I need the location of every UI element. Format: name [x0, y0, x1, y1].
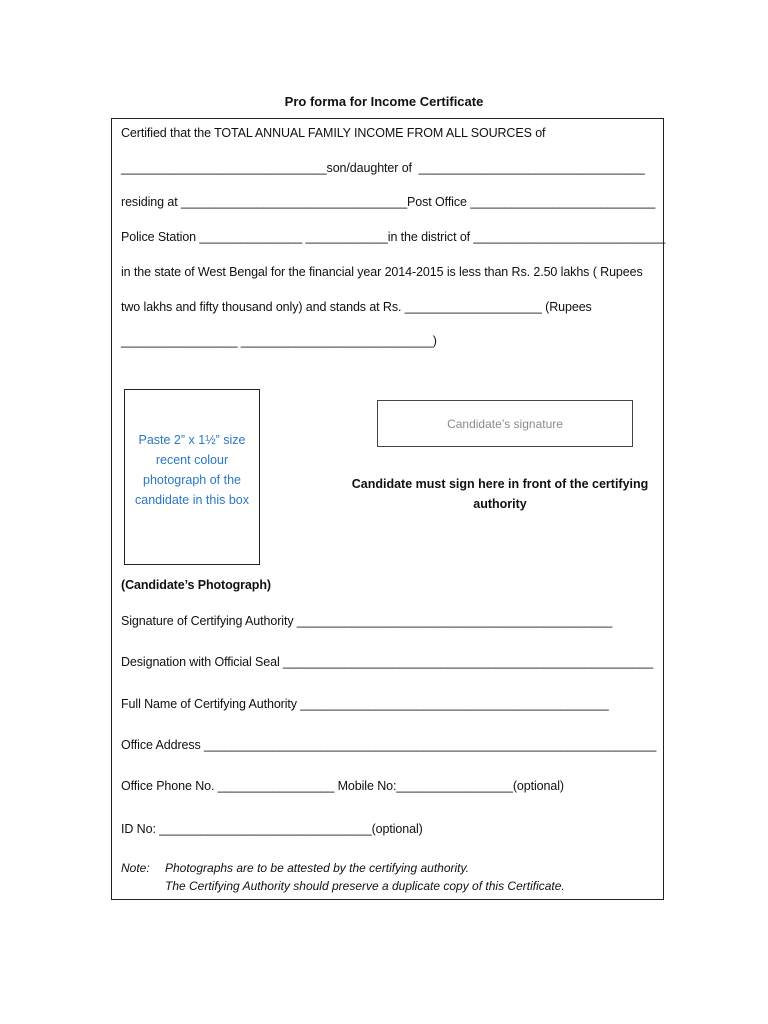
phone-field: Office Phone No. _________________ Mobile No:_________________(optional)	[121, 779, 564, 793]
certifying-signature-field: Signature of Certifying Authority ______________________________________________	[121, 614, 613, 628]
photograph-instruction: Paste 2” x 1½” size recent colour photograph of the candidate in this box	[135, 433, 249, 507]
note-line-1: Photographs are to be attested by the certifying authority.	[165, 861, 469, 875]
certificate-line-2: ______________________________son/daughter of _________________________________	[121, 161, 645, 175]
certificate-line-6: two lakhs and fifty thousand only) and stands at Rs. ____________________ (Rupees	[121, 300, 592, 314]
certificate-line-5: in the state of West Bengal for the financial year 2014-2015 is less than Rs. 2.50 lakhs ( Rupees	[121, 265, 643, 279]
photograph-caption: (Candidate’s Photograph)	[121, 578, 271, 592]
candidate-signature-box	[377, 400, 633, 447]
signature-instruction: Candidate must sign here in front of the certifying authority	[351, 477, 649, 511]
certificate-line-1: Certified that the TOTAL ANNUAL FAMILY INCOME FROM ALL SOURCES of	[121, 126, 546, 140]
note-line-2: The Certifying Authority should preserve a duplicate copy of this Certificate.	[165, 879, 565, 893]
office-address-field: Office Address __________________________________________________________________	[121, 738, 657, 752]
designation-field: Designation with Official Seal ______________________________________________________	[121, 655, 654, 669]
certificate-line-7: _________________ ____________________________)	[121, 334, 437, 348]
page-title: Pro forma for Income Certificate	[284, 94, 484, 109]
certificate-line-4: Police Station _______________ ____________in the district of ____________________________	[121, 230, 666, 244]
note-block	[121, 859, 565, 895]
certificate-line-3: residing at _________________________________Post Office ___________________________	[121, 195, 656, 209]
candidate-signature-label: Candidate’s signature	[447, 416, 563, 431]
full-name-field: Full Name of Certifying Authority _____________________________________________	[121, 697, 609, 711]
id-number-field: ID No: _______________________________(optional)	[121, 822, 423, 836]
note-label: Note:	[121, 861, 150, 875]
